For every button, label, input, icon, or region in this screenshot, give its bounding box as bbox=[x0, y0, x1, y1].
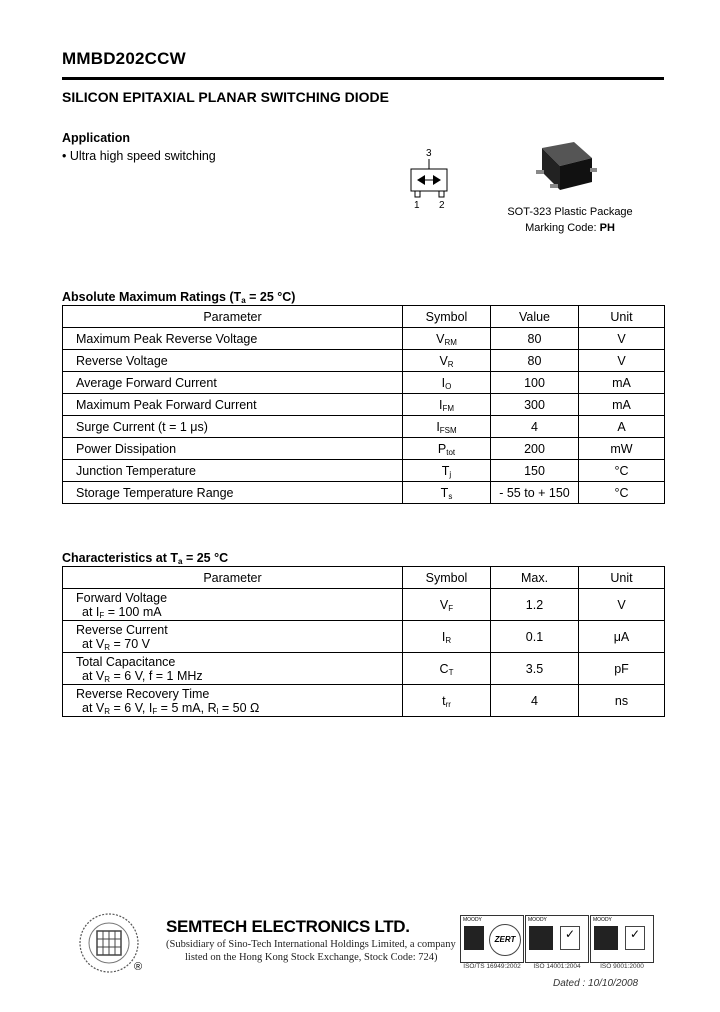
value-cell: 300 bbox=[491, 394, 579, 416]
symbol-cell: $T_j$ bbox=[403, 460, 491, 482]
value-cell: 3.5 bbox=[491, 653, 579, 685]
unit-cell: V bbox=[579, 328, 665, 350]
unit-cell: V bbox=[579, 350, 665, 372]
table-row bbox=[63, 460, 665, 482]
symbol-cell: $I_O$ bbox=[403, 372, 491, 394]
column-header: Max. bbox=[491, 567, 579, 589]
cert-moody-label: MOODY bbox=[528, 917, 547, 923]
symbol-cell: $I_{FSM}$ bbox=[403, 416, 491, 438]
table-row bbox=[63, 328, 665, 350]
symbol-cell: $V_{RM}$ bbox=[403, 328, 491, 350]
cert-moody-label: MOODY bbox=[463, 917, 482, 923]
unit-cell: mW bbox=[579, 438, 665, 460]
abs-max-table bbox=[62, 305, 665, 504]
symbol-cell: $V_R$ bbox=[403, 350, 491, 372]
parameter-cell: Power Dissipation bbox=[63, 438, 403, 460]
unit-cell: pF bbox=[579, 653, 665, 685]
listing-note: listed on the Hong Kong Stock Exchange, Stock Code: 724) bbox=[185, 952, 438, 963]
parameter-cell: Average Forward Current bbox=[63, 372, 403, 394]
company-name: SEMTECH ELECTRONICS LTD. bbox=[166, 917, 410, 936]
parameter-cell: Maximum Peak Reverse Voltage bbox=[63, 328, 403, 350]
registered-mark: ® bbox=[134, 961, 143, 973]
pin-3-label: 3 bbox=[426, 148, 432, 159]
pin-2-label: 2 bbox=[439, 200, 445, 211]
table-row bbox=[63, 372, 665, 394]
cert-badge-1 bbox=[460, 915, 524, 963]
column-header: Value bbox=[491, 306, 579, 328]
symbol-cell: $I_R$ bbox=[403, 621, 491, 653]
symbol-cell: $V_F$ bbox=[403, 589, 491, 621]
cert-label-2: ISO 14001:2004 bbox=[533, 963, 581, 970]
column-header: Symbol bbox=[403, 306, 491, 328]
marking-code-value: PH bbox=[599, 222, 615, 234]
moody-logo-icon bbox=[464, 926, 484, 950]
table-row bbox=[63, 350, 665, 372]
marking-code: Marking Code: PH bbox=[525, 222, 615, 234]
value-cell: - 55 to + 150 bbox=[491, 482, 579, 504]
table-row bbox=[63, 394, 665, 416]
unit-cell: μA bbox=[579, 621, 665, 653]
abs-max-title: Absolute Maximum Ratings ($T_a = 25$ °C) bbox=[62, 290, 296, 305]
column-header: Unit bbox=[579, 567, 665, 589]
parameter-cell: Junction Temperature bbox=[63, 460, 403, 482]
cert-label-3: ISO 9001:2000 bbox=[600, 963, 644, 970]
unit-cell: V bbox=[579, 589, 665, 621]
subsidiary-note: (Subsidiary of Sino-Tech International Holdings Limited, a company bbox=[166, 939, 456, 950]
value-cell: 0.1 bbox=[491, 621, 579, 653]
table-row bbox=[63, 653, 665, 685]
unit-cell: ns bbox=[579, 685, 665, 717]
title-rule bbox=[62, 77, 664, 80]
diode-right-symbol bbox=[433, 175, 441, 185]
characteristics-table bbox=[62, 566, 665, 717]
part-number: MMBD202CCW bbox=[62, 49, 186, 68]
symbol-cell: $t_{rr}$ bbox=[403, 685, 491, 717]
symbol-cell: $P_{tot}$ bbox=[403, 438, 491, 460]
moody-logo-icon bbox=[529, 926, 553, 950]
table-row bbox=[63, 416, 665, 438]
cert-badge-3 bbox=[590, 915, 654, 963]
parameter-cell: Surge Current (t = 1 μs) bbox=[63, 416, 403, 438]
semtech-logo bbox=[78, 912, 143, 974]
table-header-row bbox=[63, 567, 665, 589]
symbol-cell: $C_T$ bbox=[403, 653, 491, 685]
zert-logo: ZERT bbox=[489, 924, 521, 956]
parameter-cell: Storage Temperature Range bbox=[63, 482, 403, 504]
unit-cell: °C bbox=[579, 482, 665, 504]
parameter-cell: Reverse Voltage bbox=[63, 350, 403, 372]
column-header: Symbol bbox=[403, 567, 491, 589]
table-row bbox=[63, 438, 665, 460]
value-cell: 1.2 bbox=[491, 589, 579, 621]
parameter-cell: Forward Voltage at $I_F = 100$ mA bbox=[63, 589, 403, 621]
cert-label-1: ISO/TS 16949:2002 bbox=[463, 963, 521, 970]
characteristics-title: Characteristics at $T_a = 25$ °C bbox=[62, 551, 229, 566]
symbol-cell: $I_{FM}$ bbox=[403, 394, 491, 416]
column-header: Unit bbox=[579, 306, 665, 328]
application-heading: Application bbox=[62, 131, 131, 145]
unit-cell: mA bbox=[579, 372, 665, 394]
application-item: • Ultra high speed switching bbox=[62, 149, 216, 163]
check-seal-icon: ✓ bbox=[625, 926, 645, 950]
parameter-cell: Reverse Recovery Time at $V_R = 6$ V, $I_F = 5$ mA, $R_l = 50$ Ω bbox=[63, 685, 403, 717]
value-cell: 4 bbox=[491, 685, 579, 717]
moody-logo-icon bbox=[594, 926, 618, 950]
value-cell: 100 bbox=[491, 372, 579, 394]
unit-cell: A bbox=[579, 416, 665, 438]
unit-cell: °C bbox=[579, 460, 665, 482]
package-image bbox=[528, 138, 608, 200]
table-row bbox=[63, 621, 665, 653]
column-header: Parameter bbox=[63, 567, 403, 589]
symbol-cell: $T_s$ bbox=[403, 482, 491, 504]
date-stamp: Dated : 10/10/2008 bbox=[553, 978, 639, 989]
column-header: Parameter bbox=[63, 306, 403, 328]
value-cell: 200 bbox=[491, 438, 579, 460]
value-cell: 150 bbox=[491, 460, 579, 482]
pin-1-label: 1 bbox=[414, 200, 420, 211]
diode-left-symbol bbox=[417, 175, 425, 185]
cert-moody-label: MOODY bbox=[593, 917, 612, 923]
package-name: SOT-323 Plastic Package bbox=[507, 206, 633, 218]
pinout-diagram bbox=[395, 142, 465, 212]
unit-cell: mA bbox=[579, 394, 665, 416]
parameter-cell: Reverse Current at $V_R = 70$ V bbox=[63, 621, 403, 653]
check-seal-icon: ✓ bbox=[560, 926, 580, 950]
value-cell: 80 bbox=[491, 328, 579, 350]
table-row bbox=[63, 685, 665, 717]
value-cell: 4 bbox=[491, 416, 579, 438]
document-subtitle: SILICON EPITAXIAL PLANAR SWITCHING DIODE bbox=[62, 89, 389, 105]
value-cell: 80 bbox=[491, 350, 579, 372]
cert-badge-2 bbox=[525, 915, 589, 963]
table-header-row bbox=[63, 306, 665, 328]
parameter-cell: Total Capacitance at $V_R = 6$ V, f = 1 MHz bbox=[63, 653, 403, 685]
parameter-cell: Maximum Peak Forward Current bbox=[63, 394, 403, 416]
table-row bbox=[63, 589, 665, 621]
table-row bbox=[63, 482, 665, 504]
